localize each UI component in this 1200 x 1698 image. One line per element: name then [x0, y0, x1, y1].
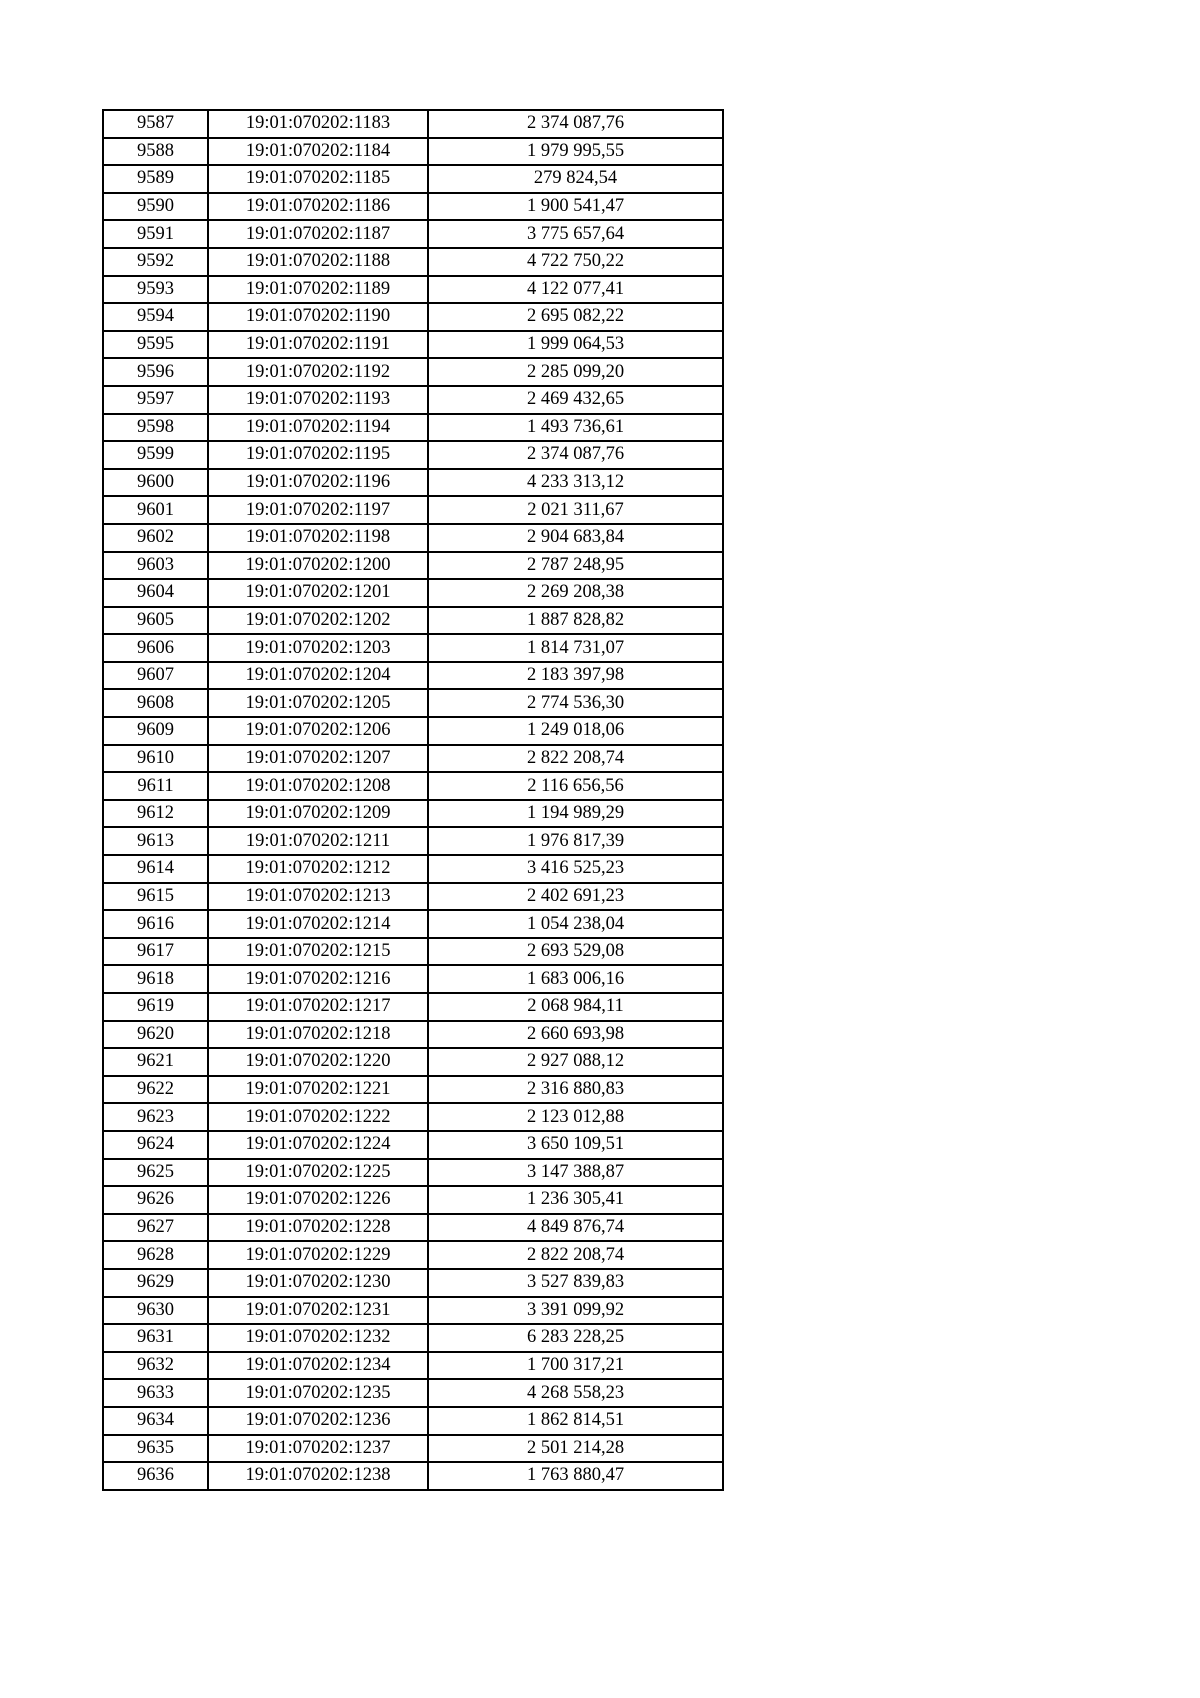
cadastral-value-cell: 1 683 006,16: [428, 965, 723, 993]
table-row: [103, 303, 723, 331]
cadastral-number-cell: 19:01:070202:1208: [208, 772, 428, 800]
table-row: [103, 1048, 723, 1076]
cadastral-value-cell: 279 824,54: [428, 165, 723, 193]
table-row: [103, 193, 723, 221]
cadastral-number-cell: 19:01:070202:1231: [208, 1297, 428, 1325]
cadastral-number-cell: 19:01:070202:1232: [208, 1324, 428, 1352]
table-row: [103, 1269, 723, 1297]
row-number-cell: 9618: [103, 965, 208, 993]
row-number-cell: 9621: [103, 1048, 208, 1076]
cadastral-number-cell: 19:01:070202:1209: [208, 800, 428, 828]
row-number-cell: 9600: [103, 469, 208, 497]
row-number-cell: 9590: [103, 193, 208, 221]
cadastral-value-cell: 4 722 750,22: [428, 248, 723, 276]
cadastral-value-cell: 1 249 018,06: [428, 717, 723, 745]
cadastral-number-cell: 19:01:070202:1222: [208, 1103, 428, 1131]
row-number-cell: 9636: [103, 1462, 208, 1490]
cadastral-number-cell: 19:01:070202:1215: [208, 938, 428, 966]
cadastral-number-cell: 19:01:070202:1196: [208, 469, 428, 497]
table-row: [103, 441, 723, 469]
cadastral-number-cell: 19:01:070202:1235: [208, 1379, 428, 1407]
cadastral-value-cell: 4 233 313,12: [428, 469, 723, 497]
cadastral-value-cell: 1 814 731,07: [428, 634, 723, 662]
row-number-cell: 9604: [103, 579, 208, 607]
table-row: [103, 1379, 723, 1407]
cadastral-value-cell: 1 236 305,41: [428, 1186, 723, 1214]
cadastral-value-cell: 2 787 248,95: [428, 552, 723, 580]
cadastral-value-cell: 2 501 214,28: [428, 1435, 723, 1463]
cadastral-value-cell: 2 822 208,74: [428, 745, 723, 773]
row-number-cell: 9627: [103, 1214, 208, 1242]
cadastral-value-cell: 1 900 541,47: [428, 193, 723, 221]
cadastral-number-cell: 19:01:070202:1192: [208, 358, 428, 386]
row-number-cell: 9622: [103, 1076, 208, 1104]
row-number-cell: 9616: [103, 910, 208, 938]
cadastral-number-cell: 19:01:070202:1237: [208, 1435, 428, 1463]
table-row: [103, 1324, 723, 1352]
table-row: [103, 552, 723, 580]
cadastral-number-cell: 19:01:070202:1189: [208, 276, 428, 304]
table-row: [103, 358, 723, 386]
row-number-cell: 9594: [103, 303, 208, 331]
cadastral-value-cell: 2 469 432,65: [428, 386, 723, 414]
cadastral-value-cell: 4 849 876,74: [428, 1214, 723, 1242]
table-row: [103, 1435, 723, 1463]
cadastral-number-cell: 19:01:070202:1185: [208, 165, 428, 193]
cadastral-number-cell: 19:01:070202:1221: [208, 1076, 428, 1104]
table-row: [103, 634, 723, 662]
cadastral-value-cell: 2 068 984,11: [428, 993, 723, 1021]
cadastral-value-cell: 1 999 064,53: [428, 331, 723, 359]
cadastral-number-cell: 19:01:070202:1203: [208, 634, 428, 662]
cadastral-value-cell: 3 527 839,83: [428, 1269, 723, 1297]
table-row: [103, 1352, 723, 1380]
cadastral-number-cell: 19:01:070202:1198: [208, 524, 428, 552]
table-row: [103, 607, 723, 635]
row-number-cell: 9606: [103, 634, 208, 662]
row-number-cell: 9632: [103, 1352, 208, 1380]
table-row: [103, 220, 723, 248]
cadastral-number-cell: 19:01:070202:1238: [208, 1462, 428, 1490]
cadastral-value-cell: 1 976 817,39: [428, 827, 723, 855]
cadastral-value-cell: 1 194 989,29: [428, 800, 723, 828]
cadastral-number-cell: 19:01:070202:1234: [208, 1352, 428, 1380]
cadastral-value-cell: 2 402 691,23: [428, 883, 723, 911]
cadastral-number-cell: 19:01:070202:1236: [208, 1407, 428, 1435]
row-number-cell: 9613: [103, 827, 208, 855]
table-row: [103, 689, 723, 717]
cadastral-value-cell: 1 979 995,55: [428, 138, 723, 166]
cadastral-value-cell: 1 493 736,61: [428, 414, 723, 442]
cadastral-value-cell: 2 693 529,08: [428, 938, 723, 966]
cadastral-number-cell: 19:01:070202:1217: [208, 993, 428, 1021]
table-row: [103, 496, 723, 524]
cadastral-value-cell: 1 700 317,21: [428, 1352, 723, 1380]
cadastral-value-cell: 4 122 077,41: [428, 276, 723, 304]
cadastral-value-cell: 4 268 558,23: [428, 1379, 723, 1407]
cadastral-number-cell: 19:01:070202:1186: [208, 193, 428, 221]
cadastral-number-cell: 19:01:070202:1212: [208, 855, 428, 883]
cadastral-number-cell: 19:01:070202:1202: [208, 607, 428, 635]
cadastral-value-cell: 3 147 388,87: [428, 1159, 723, 1187]
row-number-cell: 9602: [103, 524, 208, 552]
table-row: [103, 1462, 723, 1490]
table-row: [103, 1297, 723, 1325]
table-row: [103, 800, 723, 828]
cadastral-number-cell: 19:01:070202:1213: [208, 883, 428, 911]
table-row: [103, 1076, 723, 1104]
cadastral-number-cell: 19:01:070202:1205: [208, 689, 428, 717]
row-number-cell: 9619: [103, 993, 208, 1021]
table-row: [103, 965, 723, 993]
cadastral-number-cell: 19:01:070202:1204: [208, 662, 428, 690]
table-row: [103, 1021, 723, 1049]
cadastral-value-cell: 2 927 088,12: [428, 1048, 723, 1076]
cadastral-value-cell: 2 123 012,88: [428, 1103, 723, 1131]
table-row: [103, 745, 723, 773]
cadastral-value-cell: 1 887 828,82: [428, 607, 723, 635]
cadastral-value-cell: 3 416 525,23: [428, 855, 723, 883]
table-row: [103, 827, 723, 855]
cadastral-value-cell: 3 391 099,92: [428, 1297, 723, 1325]
row-number-cell: 9633: [103, 1379, 208, 1407]
row-number-cell: 9601: [103, 496, 208, 524]
row-number-cell: 9610: [103, 745, 208, 773]
cadastral-value-cell: 2 374 087,76: [428, 110, 723, 138]
cadastral-number-cell: 19:01:070202:1201: [208, 579, 428, 607]
table-row: [103, 1186, 723, 1214]
cadastral-number-cell: 19:01:070202:1225: [208, 1159, 428, 1187]
cadastral-number-cell: 19:01:070202:1214: [208, 910, 428, 938]
row-number-cell: 9611: [103, 772, 208, 800]
cadastral-number-cell: 19:01:070202:1229: [208, 1241, 428, 1269]
table-row: [103, 1103, 723, 1131]
cadastral-number-cell: 19:01:070202:1197: [208, 496, 428, 524]
table-row: [103, 138, 723, 166]
cadastral-value-cell: 1 054 238,04: [428, 910, 723, 938]
table-row: [103, 717, 723, 745]
table-row: [103, 1214, 723, 1242]
cadastral-value-cell: 2 285 099,20: [428, 358, 723, 386]
cadastral-number-cell: 19:01:070202:1187: [208, 220, 428, 248]
table-row: [103, 110, 723, 138]
cadastral-number-cell: 19:01:070202:1194: [208, 414, 428, 442]
row-number-cell: 9603: [103, 552, 208, 580]
cadastral-value-cell: 2 904 683,84: [428, 524, 723, 552]
row-number-cell: 9605: [103, 607, 208, 635]
cadastral-number-cell: 19:01:070202:1226: [208, 1186, 428, 1214]
table-row: [103, 1159, 723, 1187]
row-number-cell: 9587: [103, 110, 208, 138]
table-row: [103, 165, 723, 193]
cadastral-value-cell: 3 775 657,64: [428, 220, 723, 248]
table-row: [103, 414, 723, 442]
cadastral-number-cell: 19:01:070202:1224: [208, 1131, 428, 1159]
cadastral-value-cell: 2 774 536,30: [428, 689, 723, 717]
cadastral-number-cell: 19:01:070202:1230: [208, 1269, 428, 1297]
row-number-cell: 9595: [103, 331, 208, 359]
cadastral-number-cell: 19:01:070202:1191: [208, 331, 428, 359]
table-row: [103, 772, 723, 800]
row-number-cell: 9628: [103, 1241, 208, 1269]
row-number-cell: 9608: [103, 689, 208, 717]
table-row: [103, 579, 723, 607]
cadastral-number-cell: 19:01:070202:1195: [208, 441, 428, 469]
cadastral-value-cell: 2 183 397,98: [428, 662, 723, 690]
cadastral-number-cell: 19:01:070202:1211: [208, 827, 428, 855]
cadastral-number-cell: 19:01:070202:1183: [208, 110, 428, 138]
cadastral-number-cell: 19:01:070202:1207: [208, 745, 428, 773]
table-row: [103, 938, 723, 966]
cadastral-number-cell: 19:01:070202:1218: [208, 1021, 428, 1049]
row-number-cell: 9620: [103, 1021, 208, 1049]
cadastral-value-cell: 2 116 656,56: [428, 772, 723, 800]
cadastral-number-cell: 19:01:070202:1193: [208, 386, 428, 414]
row-number-cell: 9599: [103, 441, 208, 469]
cadastral-value-cell: 6 283 228,25: [428, 1324, 723, 1352]
row-number-cell: 9597: [103, 386, 208, 414]
cadastral-value-cell: 2 374 087,76: [428, 441, 723, 469]
cadastral-value-cell: 1 763 880,47: [428, 1462, 723, 1490]
row-number-cell: 9612: [103, 800, 208, 828]
table-row: [103, 1131, 723, 1159]
table-row: [103, 910, 723, 938]
cadastral-number-cell: 19:01:070202:1184: [208, 138, 428, 166]
row-number-cell: 9593: [103, 276, 208, 304]
table-row: [103, 386, 723, 414]
table-row: [103, 331, 723, 359]
table-row: [103, 1407, 723, 1435]
table-row: [103, 1241, 723, 1269]
row-number-cell: 9592: [103, 248, 208, 276]
cadastral-value-cell: 3 650 109,51: [428, 1131, 723, 1159]
row-number-cell: 9631: [103, 1324, 208, 1352]
row-number-cell: 9607: [103, 662, 208, 690]
cadastral-value-cell: 2 660 693,98: [428, 1021, 723, 1049]
row-number-cell: 9609: [103, 717, 208, 745]
row-number-cell: 9591: [103, 220, 208, 248]
row-number-cell: 9625: [103, 1159, 208, 1187]
table-row: [103, 469, 723, 497]
cadastral-number-cell: 19:01:070202:1206: [208, 717, 428, 745]
cadastral-number-cell: 19:01:070202:1220: [208, 1048, 428, 1076]
row-number-cell: 9596: [103, 358, 208, 386]
row-number-cell: 9598: [103, 414, 208, 442]
row-number-cell: 9589: [103, 165, 208, 193]
table-row: [103, 883, 723, 911]
cadastral-value-cell: 2 021 311,67: [428, 496, 723, 524]
row-number-cell: 9634: [103, 1407, 208, 1435]
cadastral-value-cell: 2 822 208,74: [428, 1241, 723, 1269]
cadastral-number-cell: 19:01:070202:1190: [208, 303, 428, 331]
cadastral-number-cell: 19:01:070202:1228: [208, 1214, 428, 1242]
row-number-cell: 9635: [103, 1435, 208, 1463]
cadastral-value-table: [102, 109, 724, 1491]
table-row: [103, 662, 723, 690]
row-number-cell: 9624: [103, 1131, 208, 1159]
row-number-cell: 9614: [103, 855, 208, 883]
row-number-cell: 9630: [103, 1297, 208, 1325]
cadastral-number-cell: 19:01:070202:1188: [208, 248, 428, 276]
cadastral-value-cell: 2 269 208,38: [428, 579, 723, 607]
cadastral-number-cell: 19:01:070202:1200: [208, 552, 428, 580]
table-row: [103, 993, 723, 1021]
table-row: [103, 524, 723, 552]
cadastral-value-cell: 2 695 082,22: [428, 303, 723, 331]
table-row: [103, 855, 723, 883]
row-number-cell: 9629: [103, 1269, 208, 1297]
cadastral-number-cell: 19:01:070202:1216: [208, 965, 428, 993]
row-number-cell: 9626: [103, 1186, 208, 1214]
row-number-cell: 9588: [103, 138, 208, 166]
row-number-cell: 9623: [103, 1103, 208, 1131]
row-number-cell: 9617: [103, 938, 208, 966]
table-row: [103, 276, 723, 304]
cadastral-value-cell: 1 862 814,51: [428, 1407, 723, 1435]
cadastral-value-cell: 2 316 880,83: [428, 1076, 723, 1104]
table-row: [103, 248, 723, 276]
table-body: [103, 110, 723, 1490]
row-number-cell: 9615: [103, 883, 208, 911]
